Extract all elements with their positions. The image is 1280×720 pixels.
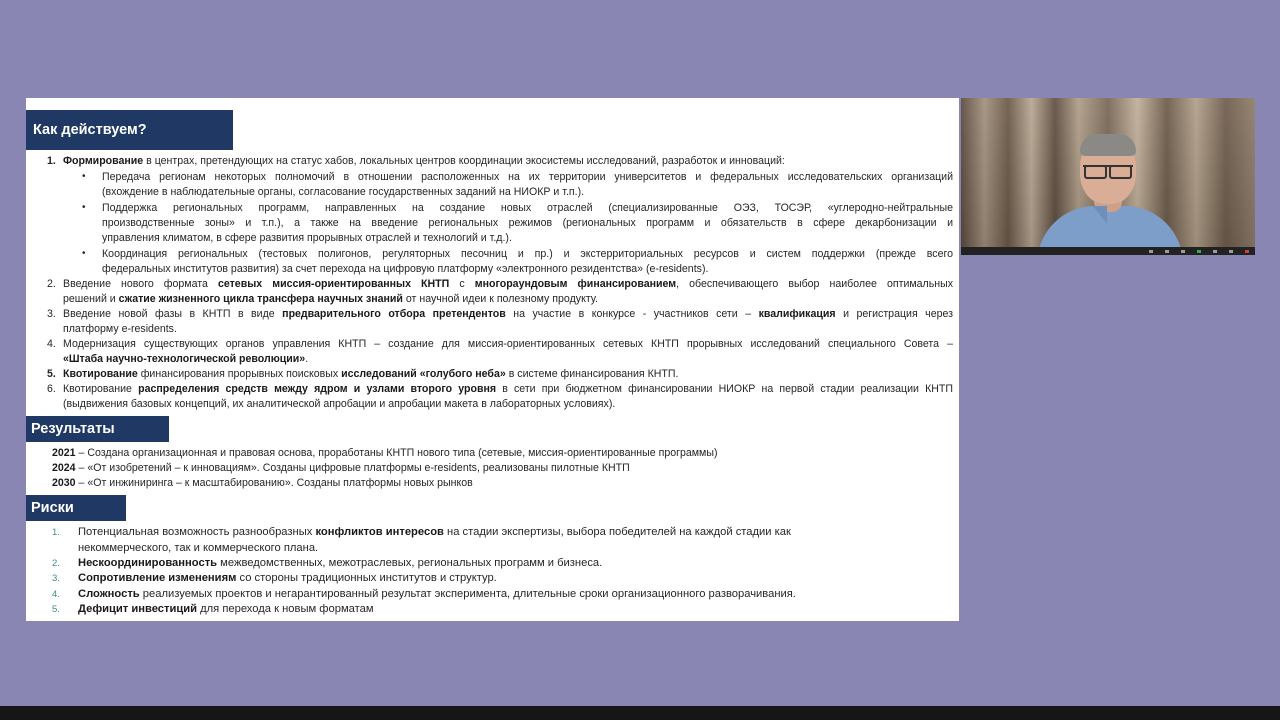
speaker-video[interactable] — [961, 98, 1255, 255]
risk-item: Сложность реализуемых проектов и негарантированный результат эксперимента, длительные сроки организационного разворачивания. — [78, 588, 796, 600]
risk-number: 3. — [52, 573, 60, 584]
bullet-text: Поддержка региональных программ, направленных на создание новых отраслей (специализированные ОЭЗ, ТОСЭР, «углеродно-нейтральные — [102, 202, 953, 214]
bullet-text: производственные зоны» и т.п.), а также на введение региональных режимов (региональных программ и обязательств в сфере декарбонизации и — [102, 217, 953, 229]
risk-number: 5. — [52, 604, 60, 615]
list-item-3: Введение новой фазы в КНТП в виде предварительного отбора претендентов на участие в конкурсе - участников сети – квалификация и регистрация через — [63, 308, 953, 320]
camera-icon[interactable] — [1165, 250, 1169, 253]
bullet-text: Передача регионам некоторых полномочий в отношении расположенных на их территории университетов и федеральных исследовательских организаций — [102, 171, 953, 183]
section-heading-results: Результаты — [26, 416, 169, 442]
leave-icon[interactable] — [1245, 250, 1249, 253]
speaker-collar — [1093, 206, 1107, 224]
list-item-5: Квотирование финансирования прорывных поисковых исследований «голубого неба» в системе финансирования КНТП. — [63, 368, 679, 380]
list-item-4-cont: «Штаба научно-технологической революции». — [63, 353, 309, 365]
list-item-3-cont: платформу e-residents. — [63, 323, 177, 335]
mic-icon[interactable] — [1149, 250, 1153, 253]
list-number: 1. — [47, 155, 56, 167]
video-controls — [961, 247, 1255, 255]
result-line: 2021 – Создана организационная и правовая основа, проработаны КНТП нового типа (сетевые, миссия-ориентированные программы) — [52, 447, 718, 459]
record-icon[interactable] — [1213, 250, 1217, 253]
list-number: 4. — [47, 338, 56, 350]
bullet-text: Координация региональных (тестовых полигонов, регуляторных песочниц и пр.) и экстерриториальных ресурсов и систем поддержки (прежде всего — [102, 248, 953, 260]
participants-icon[interactable] — [1197, 250, 1201, 253]
bullet-icon: • — [82, 248, 86, 259]
result-line: 2024 – «От изобретений – к инновациям». Созданы цифровые платформы e-residents, реализованы пилотные КНТП — [52, 462, 630, 474]
risk-item-cont: некоммерческого, так и коммерческого плана. — [78, 542, 319, 554]
more-icon[interactable] — [1229, 250, 1233, 253]
risk-number: 4. — [52, 589, 60, 600]
bullet-icon: • — [82, 202, 86, 213]
list-number: 6. — [47, 383, 56, 395]
list-item-2: Введение нового формата сетевых миссия-ориентированных КНТП с многораундовым финансированием, обеспечивающего выбор наиболее оптимальных — [63, 278, 953, 290]
result-line: 2030 – «От инжиниринга – к масштабированию». Созданы платформы новых рынков — [52, 477, 473, 489]
section-heading-how: Как действуем? — [26, 110, 233, 150]
risk-item: Потенциальная возможность разнообразных конфликтов интересов на стадии экспертизы, выбора победителей на каждой стадии как — [78, 526, 791, 538]
section-heading-risks: Риски — [26, 495, 126, 521]
bullet-text: управления климатом, в сфере развития прорывных отраслей и технологий и т.д.). — [102, 232, 512, 244]
speaker-hair — [1080, 134, 1136, 156]
risk-item: Нескоординированность межведомственных, межотраслевых, региональных программ и бизнеса. — [78, 557, 603, 569]
risk-item: Дефицит инвестиций для перехода к новым форматам — [78, 603, 374, 615]
list-number: 3. — [47, 308, 56, 320]
list-number: 2. — [47, 278, 56, 290]
bottom-bar — [0, 706, 1280, 720]
risk-item: Сопротивление изменениям со стороны традиционных институтов и структур. — [78, 572, 497, 584]
bullet-text: (вхождение в наблюдательные органы, согласование государственных заданий на НИОКР и т.п.). — [102, 186, 585, 198]
bullet-icon: • — [82, 171, 86, 182]
list-number: 5. — [47, 368, 56, 380]
list-item-2-cont: решений и сжатие жизненного цикла трансфера научных знаний от научной идеи к полезному продукту. — [63, 293, 598, 305]
presentation-slide — [26, 98, 959, 621]
share-icon[interactable] — [1181, 250, 1185, 253]
risk-number: 2. — [52, 558, 60, 569]
risk-number: 1. — [52, 527, 60, 538]
list-item-6: Квотирование распределения средств между ядром и узлами второго уровня в сети при бюджетном финансировании НИОКР на первой стадии реализации КНТП — [63, 383, 953, 395]
list-item-4: Модернизация существующих органов управления КНТП – создание для миссия-ориентированных сетевых КНТП прорывных исследований специального Совета – — [63, 338, 953, 350]
list-item-6-cont: (выдвижения базовых концепций, их аналитической апробации и апробации макета в лабораторных условиях). — [63, 398, 616, 410]
bullet-text: федеральных институтов развития) за счет перехода на цифровую платформу «электронного резидентства» (e-residents). — [102, 263, 709, 275]
speaker-glasses — [1083, 165, 1133, 179]
list-item-1: Формирование в центрах, претендующих на статус хабов, локальных центров координации экосистемы исследований, разработок и инноваций: — [63, 155, 785, 167]
